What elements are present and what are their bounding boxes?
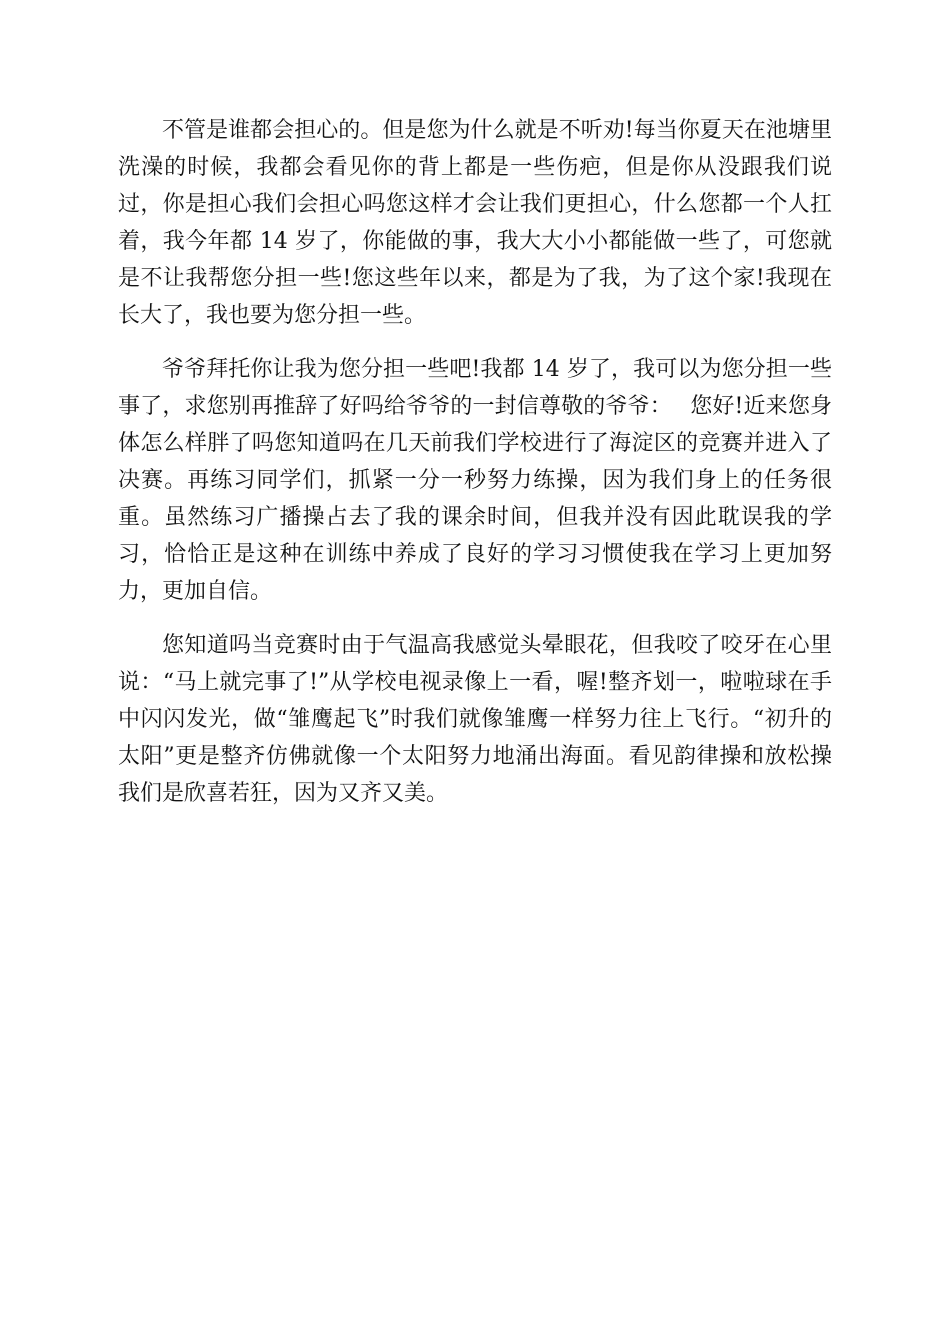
paragraph-2: 爷爷拜托你让我为您分担一些吧!我都 14 岁了，我可以为您分担一些事了，求您别再推辞了好吗给爷爷的一封信尊敬的爷爷： 您好!近来您身体怎么样胖了吗您知道吗在几天前我们学校进行了海淀区的竞赛并进入了决赛。再练习同学们，抓紧一分一秒努力练操，因为我们身上的任务很重。虽然练习广播操占去了我的课余时间，但我并没有因此耽误我的学习，恰恰正是这种在训练中养成了良好的学习习惯使我在学习上更加努力，更加自信。 [118,357,832,604]
paragraph-3: 您知道吗当竞赛时由于气温高我感觉头晕眼花，但我咬了咬牙在心里说：“马上就完事了!”从学校电视录像上一看，喔!整齐划一，啦啦球在手中闪闪发光，做“雏鹰起飞”时我们就像雏鹰一样努力往上飞行。“初升的太阳”更是整齐仿佛就像一个太阳努力地涌出海面。看见韵律操和放松操我们是欣喜若狂，因为又齐又美。 [118,633,832,806]
paragraph-1: 不管是谁都会担心的。但是您为什么就是不听劝!每当你夏天在池塘里洗澡的时候，我都会看见你的背上都是一些伤疤，但是你从没跟我们说过，你是担心我们会担心吗您这样才会让我们更担心，什么您都一个人扛着，我今年都 14 岁了，你能做的事，我大大小小都能做一些了，可您就是不让我帮您分担一些!您这些年以来，都是为了我，为了这个家!我现在长大了，我也要为您分担一些。 [118,118,832,328]
document-body [118,112,832,829]
